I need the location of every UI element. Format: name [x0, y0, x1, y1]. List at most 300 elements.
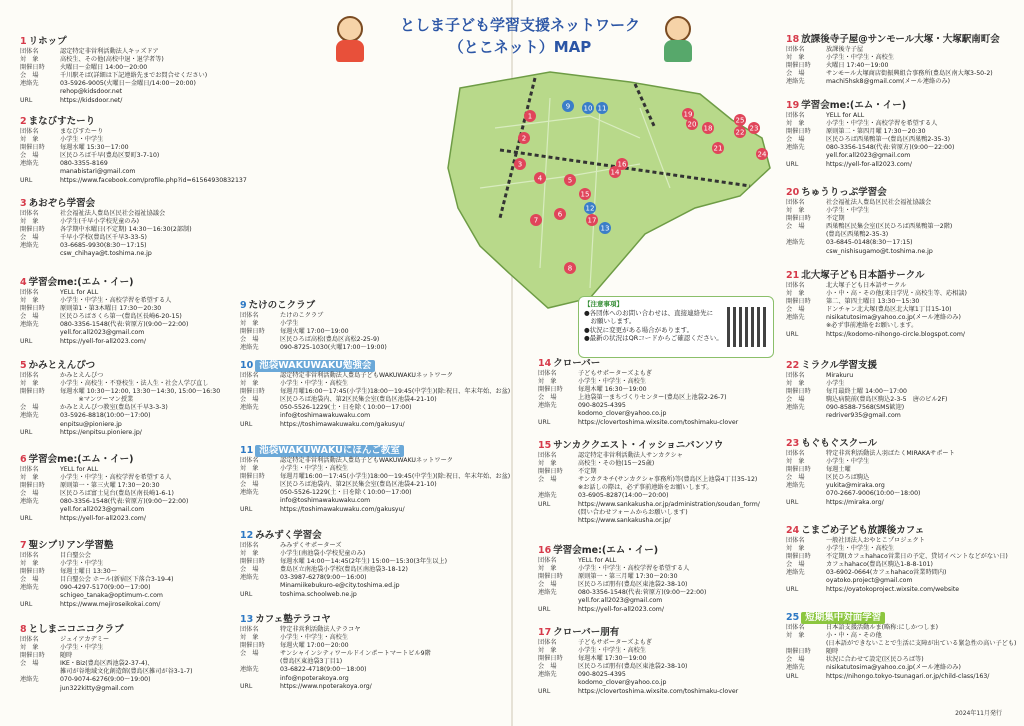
entry-row-key: 開催日時 — [786, 466, 811, 474]
entry-title — [20, 198, 192, 210]
notes-line: お願いします。 — [584, 317, 636, 325]
map-pin-label: 10 — [583, 104, 593, 113]
entry-title — [786, 34, 1000, 46]
entry-row — [786, 152, 954, 160]
entry-row-key: URL — [20, 176, 33, 184]
entry-row-value: まなびすたーり — [60, 128, 104, 135]
entry-row-value[interactable]: yukita@miraka.org — [826, 482, 885, 490]
entry-row — [786, 673, 1016, 681]
entry-row — [786, 282, 967, 290]
entry-card — [20, 36, 207, 105]
entry-row-value[interactable]: https://yell-for-all2023.com/ — [578, 605, 664, 613]
title-line-1: としま子ども学習支援ネットワーク — [399, 16, 640, 34]
entry-row-key: 対 象 — [20, 218, 39, 226]
entry-card — [786, 525, 1008, 594]
entry-number: 17 — [538, 627, 552, 638]
entry-card — [786, 100, 954, 169]
entry-row-value: 小学生 — [826, 380, 845, 388]
entry-row-value: 小学生・中学生 — [60, 136, 104, 144]
entry-row — [786, 640, 1016, 648]
entry-row-key: 会 場 — [20, 660, 39, 668]
entry-row-value[interactable]: kodomo_clover@yahoo.co.jp — [578, 679, 667, 687]
entry-row — [786, 248, 952, 256]
entry-row-value[interactable]: info@toshimawakuwaku.com — [280, 412, 371, 420]
entry-card — [240, 614, 431, 691]
entry-row-value: 03-5926-8818(10:00～17:00) — [60, 412, 151, 420]
entry-number: 14 — [538, 358, 552, 369]
entry-row — [20, 474, 188, 482]
entry-name: 学習会me:(エム・イー) — [553, 545, 659, 556]
entry-row-key — [786, 248, 826, 256]
entry-row-value[interactable]: redriver935@gmail.com — [826, 412, 901, 420]
entry-row-key: 連絡先 — [786, 404, 805, 412]
entry-row-value: 090-8025-4395 — [578, 671, 626, 679]
entry-title — [20, 454, 188, 466]
entry-row-key: 開催日時 — [538, 655, 563, 663]
entry-number: 3 — [20, 198, 27, 209]
qr-code-icon[interactable] — [727, 307, 767, 347]
entry-row-key: 会 場 — [786, 474, 805, 482]
entry-row — [240, 344, 387, 352]
entry-row-key: 団体名 — [240, 542, 259, 549]
entry-row — [786, 490, 955, 498]
entry-row-value: (豊島区西巣鴨2-35-3) — [826, 231, 889, 239]
entry-row — [240, 666, 431, 674]
entry-row-key: URL — [20, 514, 33, 522]
entry-row-value: ドンチャン北大塚(豊島区北大塚1丁目15-10) — [826, 306, 952, 314]
entry-row-value: 毎週木曜 16:30～19:00 — [578, 386, 647, 394]
entry-row-value: 03-3987-6278(9:00～16:00) — [280, 574, 367, 582]
entry-row-value: 認定特定非営利活動法人豊島子どもWAKUWAKUネットワーク — [280, 372, 453, 379]
entry-row — [240, 626, 431, 634]
entry-row-key: 対 象 — [786, 290, 805, 298]
entry-row-value[interactable]: csw_chihaya@t.toshima.ne.jp — [60, 250, 152, 258]
entry-row — [20, 152, 247, 160]
entry-row-value[interactable]: https://kidsdoor.net/ — [60, 96, 123, 104]
entry-row-value: 小学生・中学生 — [826, 458, 870, 466]
entry-row-key: URL — [786, 330, 799, 338]
entry-row-value: 小学生(千早小学校児童のみ) — [60, 218, 140, 226]
entry-row-value[interactable]: https://enpitsu.pioniere.jp/ — [60, 428, 142, 436]
entry-row-key — [538, 410, 578, 418]
entry-row-value[interactable]: https://www.npoterakoya.org/ — [280, 682, 372, 690]
entry-row-value: 区民ひろば駒込 — [826, 474, 870, 482]
entry-row-value[interactable]: https://www.sankakusha.or.jp/administration/soudan_form/ — [578, 500, 760, 508]
toshima-map — [440, 68, 780, 318]
entry-card — [538, 358, 738, 427]
entry-row — [240, 566, 447, 574]
entry-row-value[interactable]: https://oyatokoproject.wixsite.com/website — [826, 585, 960, 593]
map-pin-label: 14 — [610, 168, 620, 177]
entry-number: 12 — [240, 530, 254, 541]
entry-row-key: 会 場 — [786, 396, 805, 404]
entry-card — [786, 270, 967, 339]
entry-row-key — [538, 517, 578, 525]
entry-row — [20, 668, 192, 676]
entry-number: 1 — [20, 36, 27, 47]
entry-row — [786, 664, 1016, 672]
entry-row-key — [786, 412, 826, 420]
entry-row — [786, 537, 1008, 545]
entry-row-value[interactable]: https://clovertoshima.wixsite.com/toshimaku-clover — [578, 687, 739, 695]
entry-title — [20, 36, 207, 48]
entry-row-value: https://www.sankakusha.or.jp/ — [578, 516, 671, 524]
entry-title — [240, 530, 447, 542]
entry-row — [20, 552, 174, 560]
entry-row-value: 毎週水曜 10:30～12:00, 13:30～14:30, 15:00～16:30 — [60, 388, 221, 396]
entry-name: クローバー — [553, 358, 601, 369]
entry-row-key: 対 象 — [786, 458, 805, 466]
entry-row — [538, 370, 738, 378]
map-pin-label: 21 — [713, 144, 723, 153]
entry-row — [20, 676, 192, 684]
entry-row-value: 090-4297-5170(9:00～17:00) — [60, 584, 151, 592]
entry-row — [786, 322, 967, 330]
entry-row — [240, 380, 510, 388]
entry-row-value[interactable]: csw_nishisugamo@t.toshima.ne.jp — [826, 247, 933, 255]
entry-row-key: 団体名 — [786, 46, 805, 53]
entry-row-value: 03-6822-4718(9:00～18:00) — [280, 666, 367, 674]
entry-row-value: たけのこクラブ — [280, 312, 324, 319]
entry-row-key: 団体名 — [240, 312, 259, 319]
entry-title — [786, 525, 1008, 537]
entry-row-value: 各学期中水曜日(不定期) 14:30～16:30(2部制) — [60, 226, 192, 234]
entry-row — [786, 78, 1000, 86]
map-pin-label: 7 — [533, 216, 539, 225]
map-pin-label: 8 — [567, 264, 573, 273]
entry-row-key: 開催日時 — [240, 558, 265, 566]
entry-row-value[interactable]: Minamiikebukuro-e@city.toshima.ed.jp — [280, 582, 400, 590]
entry-row-value: 毎週月曜16:00～17:45(小学生)18:00～19:45(中学生)(除:祝日、年末年始、お盆) — [280, 473, 511, 481]
entry-title — [240, 614, 431, 626]
entry-row-value: 目白聖公会 ホール(新宿区下落合3-19-4) — [60, 576, 174, 584]
entry-row — [786, 466, 955, 474]
entry-name: こまごめ子ども放課後カフェ — [801, 525, 925, 536]
entry-row-value: 不定期 — [826, 215, 845, 223]
entry-card — [20, 454, 188, 523]
entry-number: 2 — [20, 116, 27, 127]
entry-row-key: 連絡先 — [20, 160, 39, 168]
entry-row-value[interactable]: https://yell-for-all2023.com/ — [826, 160, 912, 168]
entry-row-value: 原則第一・第三火曜 17:30～20:30 — [60, 482, 160, 490]
entry-row-key: 開催日時 — [786, 215, 811, 223]
entry-row — [786, 207, 952, 215]
entry-row — [786, 120, 954, 128]
entry-row-value: 小学生・中学生 — [60, 560, 104, 568]
entry-name: リホップ — [28, 36, 67, 47]
entry-row — [786, 458, 955, 466]
entry-row-value[interactable]: info@npoterakoya.org — [280, 674, 349, 682]
entry-number: 21 — [786, 270, 800, 281]
entry-row — [538, 557, 706, 565]
entry-number: 8 — [20, 624, 27, 635]
entry-row-key: 開催日時 — [786, 298, 811, 306]
entry-row-value[interactable]: https://miraka.org/ — [826, 498, 884, 506]
entry-number: 9 — [240, 300, 247, 311]
entry-row — [786, 482, 955, 490]
entry-row-value[interactable]: rehop@kidsdoor.net — [60, 88, 123, 96]
entry-row-key: 連絡先 — [538, 402, 557, 410]
map-region — [448, 72, 770, 308]
entry-row-value[interactable]: https://kodomo-nihongo-circle.blogspot.com/ — [826, 330, 965, 338]
entry-row-value: 080-3356-1548(代表:菅原方)(9:00～22:00) — [60, 498, 189, 506]
entry-row-key: 団体名 — [786, 372, 805, 379]
entry-row-value: 小学生・中学生・高校生 — [280, 380, 349, 388]
entry-row — [20, 297, 188, 305]
entry-row-value[interactable]: toshima.schoolweb.ne.jp — [280, 590, 357, 598]
entry-row-key: 対 象 — [20, 297, 39, 305]
entry-row — [538, 378, 738, 386]
entry-row-key — [20, 592, 60, 600]
entry-title — [786, 270, 967, 282]
entry-row-key: 団体名 — [538, 639, 557, 646]
entry-row-value: サンシャインシティワールドインポートマートビル9階 — [280, 650, 431, 658]
entry-row-key: 開催日時 — [20, 388, 45, 396]
entry-row-value: 社会福祉法人豊島区民社会福祉協議会 — [826, 199, 932, 206]
entry-row — [786, 290, 967, 298]
entry-row-key: 開催日時 — [20, 64, 45, 72]
entry-row-key: 開催日時 — [538, 573, 563, 581]
entry-name: としまニコニコクラブ — [28, 624, 124, 635]
entry-row-key: URL — [786, 160, 799, 168]
entry-row-key — [20, 88, 60, 96]
entry-row-value: 千川駅そば(詳細は下記連絡先までお問合せください) — [60, 72, 208, 80]
entry-row-value: (豊島区東池袋3丁目1) — [280, 658, 343, 666]
entry-row-value: 080-3356-1548(代表:菅原方)(9:00～22:00) — [578, 589, 707, 597]
entry-title — [786, 438, 955, 450]
entry-row-key: 団体名 — [786, 450, 805, 457]
entry-row-value[interactable]: machi5hsk8@gmail.com(メール連絡のみ) — [826, 78, 951, 86]
entry-row-value: 不定期 — [578, 468, 597, 476]
entry-row — [240, 312, 387, 320]
entry-row — [20, 421, 220, 429]
entry-row-value: 高校生・その他(15～25歳) — [578, 460, 655, 468]
notes-line: ●状況に変更がある場合があります。 — [584, 325, 694, 334]
entry-row-key: 団体名 — [538, 452, 557, 459]
entry-row-value: 080-3356-1548(代表:菅原方)(9:00～22:00) — [826, 144, 955, 152]
entry-row — [786, 239, 952, 247]
entry-row-key: 団体名 — [20, 289, 39, 296]
entry-row-key: 会 場 — [20, 576, 39, 584]
entry-row-value: 03-6685-9930(8:30～17:15) — [60, 242, 147, 250]
entry-row-value: ジェイアカデミー — [60, 636, 110, 643]
entry-title — [20, 116, 247, 128]
entry-row — [20, 560, 174, 568]
entry-row-key: 対 象 — [240, 320, 259, 328]
entry-row — [538, 517, 760, 525]
entry-row-value: 070-2667-9006(10:00～18:00) — [826, 490, 921, 498]
entry-row — [786, 586, 1008, 594]
entry-name: 学習会me:(エム・イー) — [28, 277, 134, 288]
entry-name: 学習会me:(エム・イー) — [801, 100, 907, 111]
entry-row — [538, 639, 738, 647]
entry-card — [240, 300, 387, 352]
entry-row-value: 目白聖公会 — [60, 552, 91, 559]
entry-row-value[interactable]: https://www.mejiroseikokai.com/ — [60, 600, 161, 608]
entry-row-key: URL — [20, 337, 33, 345]
entry-row-key: 会 場 — [786, 306, 805, 314]
entry-row — [786, 412, 947, 420]
entry-row-value: 北大塚子ども日本語サークル — [826, 282, 907, 289]
entry-number: 16 — [538, 545, 552, 556]
entry-row-value: 050-5526-1229(土・日を除く10:00～17:00) — [280, 489, 412, 497]
entry-row-value: 小学生・中学生・高校学習を希望する人 — [60, 474, 172, 482]
entry-row-value[interactable]: manabistari@gmail.com — [60, 168, 136, 176]
entry-row-value: 原則第1・第3木曜日 17:30～20:30 — [60, 305, 162, 313]
entry-row-value: サンカクキチ(サンカクシャ事務所)等(豊島区上池袋4丁目35-12) — [578, 476, 758, 484]
entry-row — [786, 112, 954, 120]
entry-row-key: 団体名 — [20, 636, 39, 643]
entry-row-value[interactable]: https://www.facebook.com/profile.php?id=61564930832137 — [60, 176, 247, 184]
entry-row-value: 区民ひろば高松(豊島区高松2-25-9) — [280, 336, 380, 344]
entry-row-value[interactable]: oyatoko.project@gmail.com — [826, 577, 913, 585]
entry-row — [20, 372, 220, 380]
entry-row — [20, 136, 247, 144]
entry-row-key: 開催日時 — [786, 62, 811, 70]
entry-title — [20, 360, 220, 372]
entry-row-value: 原則第二・第四月曜 17:30～20:30 — [826, 128, 926, 136]
entry-row-value[interactable]: https://yell-for-all2023.com/ — [60, 337, 146, 345]
entry-row-key — [538, 509, 578, 517]
entry-row-value: 西巣鴨区民集会室(区民ひろば西巣鴨第一2階) — [826, 223, 953, 231]
entry-row-value: 特定非営利活動法人羽ばたくMIRAKAサポート — [826, 450, 955, 457]
entry-row-value: ※マンツーマン授業 — [60, 396, 134, 404]
entry-row — [538, 410, 738, 418]
entry-row-key: 団体名 — [240, 372, 259, 379]
entry-row — [20, 88, 207, 96]
entry-row-value[interactable]: nisikatutosima@yahoo.co.jp(メール連絡のみ) — [826, 314, 961, 322]
entry-row-value: 小学生・中学生・高校学習を希望する人 — [60, 297, 172, 305]
entry-row — [538, 484, 760, 492]
entry-row-value: 高校生、その他(高校中退・退学者等) — [60, 56, 164, 64]
entry-row-key: 連絡先 — [240, 489, 259, 497]
entry-row-value: 原則第一・第三月曜 17:30～20:30 — [578, 573, 678, 581]
entry-row-key: URL — [20, 96, 33, 104]
entry-row — [538, 647, 738, 655]
entry-row-value[interactable]: https://toshimawakuwaku.com/gakusyu/ — [280, 420, 405, 428]
entry-row — [538, 501, 760, 509]
entry-row-value[interactable]: kodomo_clover@yahoo.co.jp — [578, 410, 667, 418]
entry-row-key: 開催日時 — [786, 388, 811, 396]
entry-row-value[interactable]: https://clovertoshima.wixsite.com/toshimaku-clover — [578, 418, 739, 426]
entry-row — [20, 601, 174, 609]
entry-row-value[interactable]: https://toshimawakuwaku.com/gakusyu/ — [280, 505, 405, 513]
entry-number: 19 — [786, 100, 800, 111]
girl-illustration-icon — [328, 6, 372, 66]
entry-row-key: 会 場 — [786, 223, 805, 231]
entry-row-key: 開催日時 — [20, 144, 45, 152]
entry-row-value: 随時 — [826, 648, 839, 656]
entry-row — [786, 499, 955, 507]
entry-row-value: 区民ひろば池袋内、第2区民集会室(豊島区池袋4-21-10) — [280, 396, 437, 404]
entry-card — [20, 116, 247, 185]
entry-card — [538, 440, 760, 525]
entry-row-key: 会 場 — [240, 650, 259, 658]
entry-row-key: 連絡先 — [240, 574, 259, 582]
entry-card — [20, 360, 220, 437]
entry-row-value: Mirakuru — [826, 372, 854, 379]
entry-row-value: 毎週火曜 17:00～19:00 — [280, 328, 349, 336]
entry-row-value: 区民ひろば千早(豊島区要町3-7-10) — [60, 152, 160, 160]
entry-row-key: 団体名 — [240, 457, 259, 464]
entry-row-value: 080-3356-1548(代表:菅原方)(9:00～22:00) — [60, 321, 189, 329]
entry-row-key: 開催日時 — [240, 473, 265, 481]
entry-title — [240, 445, 510, 457]
entry-row-key: 対 象 — [786, 120, 805, 128]
entry-row-key: 対 象 — [240, 465, 259, 473]
entry-row-key: 会 場 — [20, 234, 39, 242]
map-pin-label: 17 — [587, 216, 597, 225]
entry-row — [786, 46, 1000, 54]
entry-row-value[interactable]: nisikatutosima@yahoo.co.jp(メール連絡のみ) — [826, 664, 961, 672]
entry-row-key: 開催日時 — [786, 553, 811, 561]
entry-row-value[interactable]: info@toshimawakuwaku.com — [280, 497, 371, 505]
entry-title — [786, 360, 947, 372]
entry-title — [786, 612, 1016, 624]
entry-row-value[interactable]: jun322kitty@gmail.com — [60, 684, 134, 692]
entry-name: 聖シプリアン学習塾 — [28, 540, 114, 551]
entry-row-key — [538, 679, 578, 687]
entry-row-key: 団体名 — [20, 128, 39, 135]
entry-title — [786, 187, 952, 199]
entry-row-value: 小学生(南池袋小学校児童のみ) — [280, 550, 366, 558]
entry-row-key: URL — [240, 682, 253, 690]
entry-row-key: URL — [20, 428, 33, 436]
entry-row-value: 放課後寺子屋 — [826, 46, 864, 53]
entry-row-key — [538, 597, 578, 605]
entry-card — [786, 360, 947, 421]
entry-row-value[interactable]: yell.for.all2023@gmail.com — [578, 597, 663, 605]
entry-row-key: 開催日時 — [538, 386, 563, 394]
entry-row — [240, 465, 510, 473]
entry-row — [20, 404, 220, 412]
map-pin-label: 9 — [565, 102, 571, 111]
entry-row-key: 会 場 — [240, 566, 259, 574]
entry-row-value[interactable]: yell.for.all2023@gmail.com — [60, 506, 145, 514]
entry-row-value[interactable]: enpitsu@pioniere.jp — [60, 420, 122, 428]
entry-row-key: 連絡先 — [20, 498, 39, 506]
entry-row-value: 上池袋第一まちづくりセンター(豊島区上池袋2-26-7) — [578, 394, 727, 402]
entry-row-key — [786, 577, 826, 585]
entry-row — [20, 128, 247, 136]
entry-row-value[interactable]: yell.for.all2023@gmail.com — [60, 329, 145, 337]
entry-number: 24 — [786, 525, 800, 536]
entry-name: もぐもぐスクール — [801, 438, 878, 449]
entry-row-value[interactable]: yell.for.all2023@gmail.com — [826, 152, 911, 160]
entry-card — [538, 627, 738, 696]
entry-row — [20, 506, 188, 514]
entry-row-value: 03-6905-8287(14:00～20:00) — [578, 492, 669, 500]
entry-row-value[interactable]: schigeo_tanaka@optimum-c.com — [60, 592, 163, 600]
entry-row-value: 小学生・中学生 — [826, 207, 870, 215]
entry-row-value: 区民ひろば朋有(豊島区東池袋2-38-10) — [578, 581, 688, 589]
entry-number: 6 — [20, 454, 27, 465]
notes-title: 【注意事項】 — [584, 300, 623, 308]
entry-row-value[interactable]: https://yell-for-all2023.com/ — [60, 514, 146, 522]
notes-line: ●最新の状況はQRコードからご確認ください。 — [584, 334, 723, 342]
entry-row-key: URL — [786, 672, 799, 680]
entry-number: 10 — [240, 360, 254, 371]
entry-row-value: 090-8725-1030(火曜17:00～19:00) — [280, 344, 387, 352]
entry-row-value: 小学生・中学生・高校学習を希望する人 — [578, 565, 690, 573]
entry-row-value[interactable]: https://nihongo.tokyo-tsunagari.or.jp/child-class/163/ — [826, 672, 990, 680]
entry-row-value: 第二、第四土曜日 13:30～15:30 — [826, 298, 920, 306]
entry-row-value: 区民ひろば池袋内、第2区民集会室(豊島区池袋4-21-10) — [280, 481, 437, 489]
entry-row — [20, 218, 192, 226]
entry-row — [240, 675, 431, 683]
notes-box — [578, 296, 774, 358]
entry-number: 20 — [786, 187, 800, 198]
